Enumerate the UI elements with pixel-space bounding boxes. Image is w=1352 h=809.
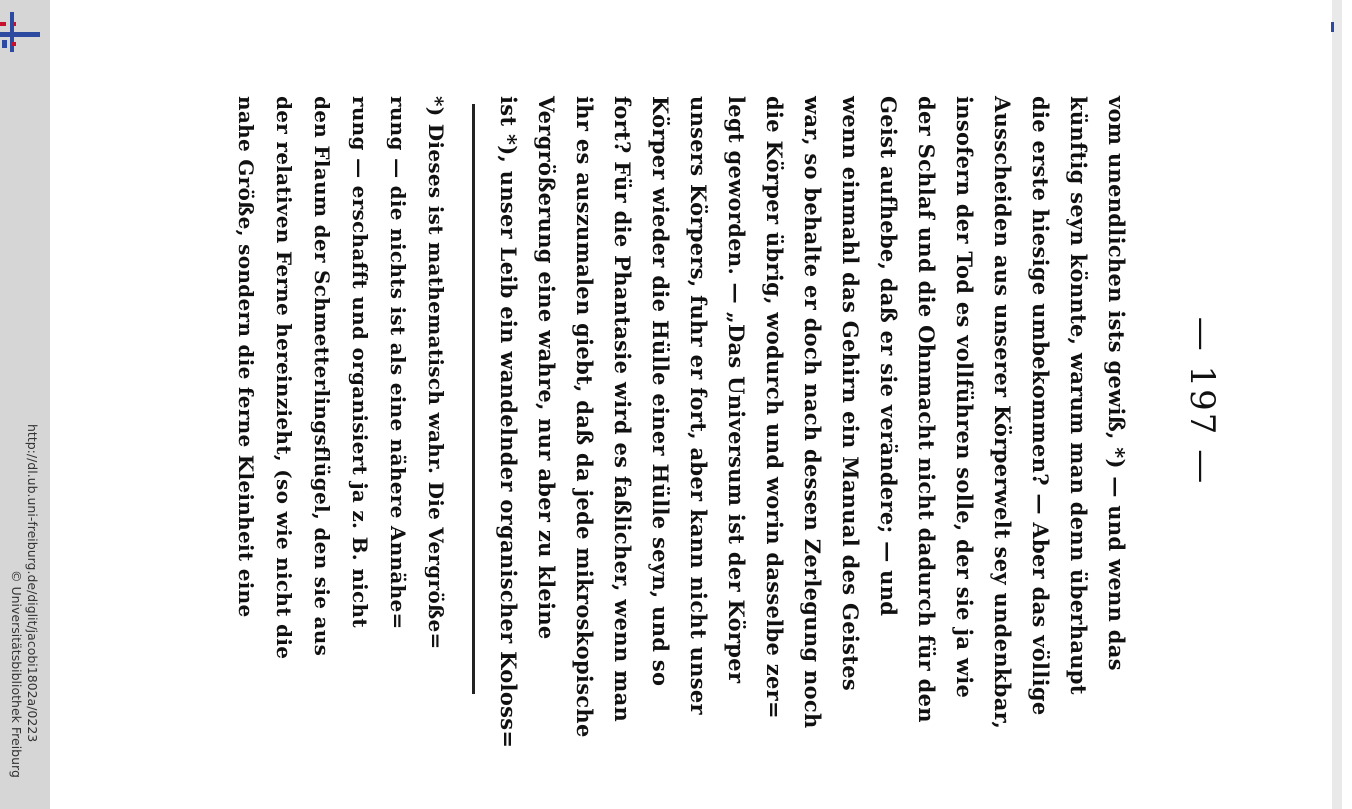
footnote-line: nahe Größe, sondern die ferne Kleinheit eine — [234, 96, 258, 618]
text-line: Ausscheiden aus unserer Körperwelt sey undenkbar, — [990, 96, 1015, 730]
page-right-edge — [1332, 0, 1342, 809]
library-logo-icon[interactable] — [0, 12, 42, 52]
text-line: die Körper übrig, wodurch und worin dasselbe zer= — [762, 96, 787, 719]
text-line: ihr es auszumalen giebt, daß da jede mikroskopische — [572, 96, 597, 738]
text-line: die erste hiesige umbekommen? — Aber das völlige — [1028, 96, 1053, 716]
text-line: der Schlaf und die Ohnmacht nicht dadurch für den — [914, 96, 939, 723]
text-line: Körper wieder die Hülle einer Hülle seyn, und so — [648, 96, 673, 687]
text-line: war, so behalte er doch nach dessen Zerlegung noch — [800, 96, 825, 729]
footnote-separator — [472, 104, 475, 694]
text-line: legt geworden. — „Das Universum ist der Körper — [724, 96, 749, 684]
text-line: insofern der Tod es vollführen solle, der sie ja wie — [952, 96, 977, 699]
viewer-sidebar — [0, 0, 50, 809]
text-line: ist *), unser Leib ein wandelnder organischer Koloss= — [496, 96, 521, 749]
document-url[interactable]: http://dl.ub.uni-freiburg.de/diglit/jacobi1802a/0223 — [25, 424, 40, 743]
edge-marker — [1331, 22, 1334, 32]
text-line: Vergrößerung eine wahre, nur aber zu kleine — [534, 96, 559, 640]
footnote-line: *) Dieses ist mathematisch wahr. Die Vergröße= — [424, 96, 448, 650]
footnote-line: rung — die nichts ist als eine nähere Annähe= — [386, 96, 410, 630]
text-line: künftig seyn könnte, warum man denn überhaupt — [1066, 96, 1091, 695]
page-content-rotated — [142, 96, 1262, 749]
footnote-line: rung — erschafft und organisiert ja z. B. nicht — [348, 96, 372, 628]
text-line: vom unendlichen ists gewiß, *) — und wenn das — [1104, 96, 1129, 671]
text-line: unsers Körpers, fuhr er fort, aber kann nicht unser — [686, 96, 711, 715]
footnote-line: der relativen Ferne hereinzieht, (so wie nicht die — [272, 96, 296, 660]
footnote-line: den Flaum der Schmetterlingsflügel, den sie aus — [310, 96, 334, 657]
text-line: fort? Für die Phantasie wird es faßlicher, wenn man — [610, 96, 635, 723]
text-line: Geist aufhebe, daß er sie verändere; — und — [876, 96, 901, 617]
copyright-notice: © Universitätsbibliothek Freiburg — [9, 570, 24, 778]
text-line: wenn einmahl das Gehirn ein Manual des Geistes — [838, 96, 863, 692]
page-number: — 197 — — [1182, 316, 1222, 486]
